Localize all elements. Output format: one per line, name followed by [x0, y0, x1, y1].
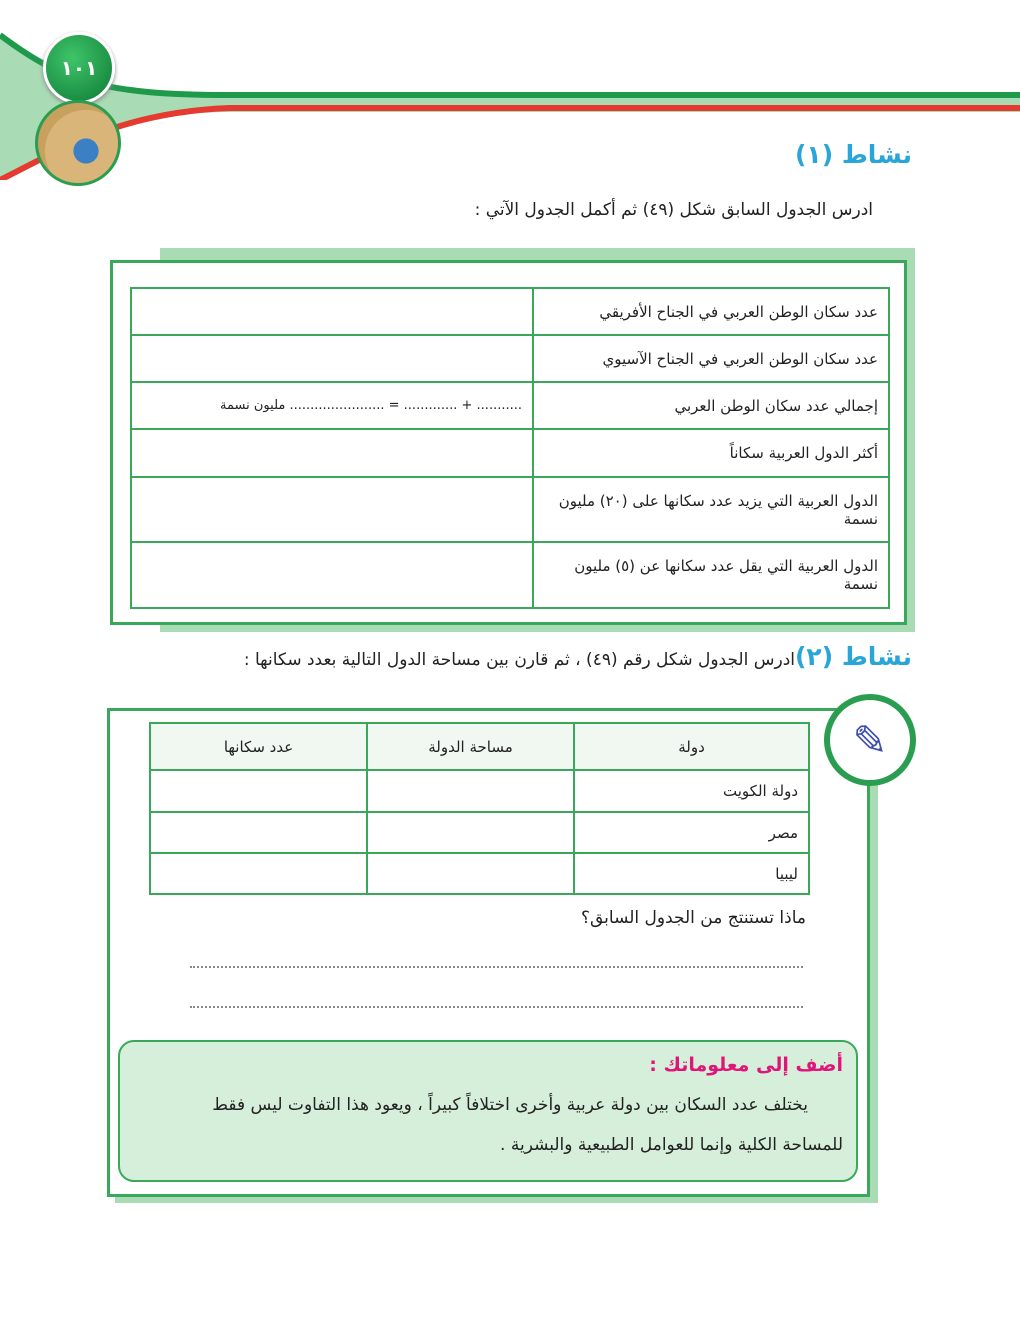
row-value[interactable]	[131, 542, 533, 608]
table-row	[150, 853, 809, 894]
header-area: مساحة الدولة	[367, 723, 574, 770]
row-label: عدد سكان الوطن العربي في الجناح الآسيوي	[533, 335, 889, 382]
answer-line-2[interactable]	[190, 1006, 803, 1008]
activity2-instruction: ادرس الجدول شكل رقم (٤٩) ، ثم قارن بين مساحة الدول التالية بعدد سكانها :	[243, 650, 795, 670]
table-row	[131, 542, 889, 608]
country-cell: ليبيا	[574, 853, 809, 894]
area-cell[interactable]	[367, 853, 574, 894]
info-box-title: أضف إلى معلوماتك :	[649, 1054, 843, 1076]
activity2-title: نشاط (٢)	[794, 642, 912, 671]
info-box-line-1: يختلف عدد السكان بين دولة عربية وأخرى اختلافاً كبيراً ، ويعود هذا التفاوت ليس فقط	[212, 1095, 808, 1115]
table-row	[131, 429, 889, 477]
table-row	[131, 382, 889, 429]
table-row	[150, 812, 809, 853]
row-label: عدد سكان الوطن العربي في الجناح الأفريقي	[533, 288, 889, 335]
activity1-title: نشاط (١)	[794, 140, 912, 169]
table-row	[131, 477, 889, 542]
country-cell: مصر	[574, 812, 809, 853]
page-number-badge	[43, 32, 115, 104]
row-value[interactable]	[131, 477, 533, 542]
activity1-table	[130, 287, 890, 609]
map-thumbnail-icon	[35, 100, 121, 186]
answer-line-1[interactable]	[190, 966, 803, 968]
population-cell[interactable]	[150, 812, 367, 853]
conclusion-question: ماذا تستنتج من الجدول السابق؟	[580, 908, 806, 928]
header-population: عدد سكانها	[150, 723, 367, 770]
row-value[interactable]	[131, 429, 533, 477]
population-cell[interactable]	[150, 770, 367, 812]
header-country: دولة	[574, 723, 809, 770]
table-row	[131, 335, 889, 382]
row-label: أكثر الدول العربية سكاناً	[533, 429, 889, 477]
page-number: ١٠١	[60, 56, 98, 80]
country-cell: دولة الكويت	[574, 770, 809, 812]
activity2-table	[149, 722, 810, 895]
row-label: إجمالي عدد سكان الوطن العربي	[533, 382, 889, 429]
row-value[interactable]	[131, 288, 533, 335]
table-row	[150, 770, 809, 812]
row-label: الدول العربية التي يقل عدد سكانها عن (٥) مليون نسمة	[533, 542, 889, 608]
table-header-row	[150, 723, 809, 770]
table-row	[131, 288, 889, 335]
activity1-instruction: ادرس الجدول السابق شكل (٤٩) ثم أكمل الجدول الآتي :	[474, 200, 873, 220]
info-box-line-2: للمساحة الكلية وإنما للعوامل الطبيعية والبشرية .	[500, 1135, 843, 1155]
row-label: الدول العربية التي يزيد عدد سكانها على (٢٠) مليون نسمة	[533, 477, 889, 542]
row-value[interactable]: ........... + ............. = ....................... مليون نسمة	[131, 382, 533, 429]
pencil-icon: ✎	[824, 694, 916, 786]
row-value[interactable]	[131, 335, 533, 382]
population-cell[interactable]	[150, 853, 367, 894]
area-cell[interactable]	[367, 812, 574, 853]
area-cell[interactable]	[367, 770, 574, 812]
